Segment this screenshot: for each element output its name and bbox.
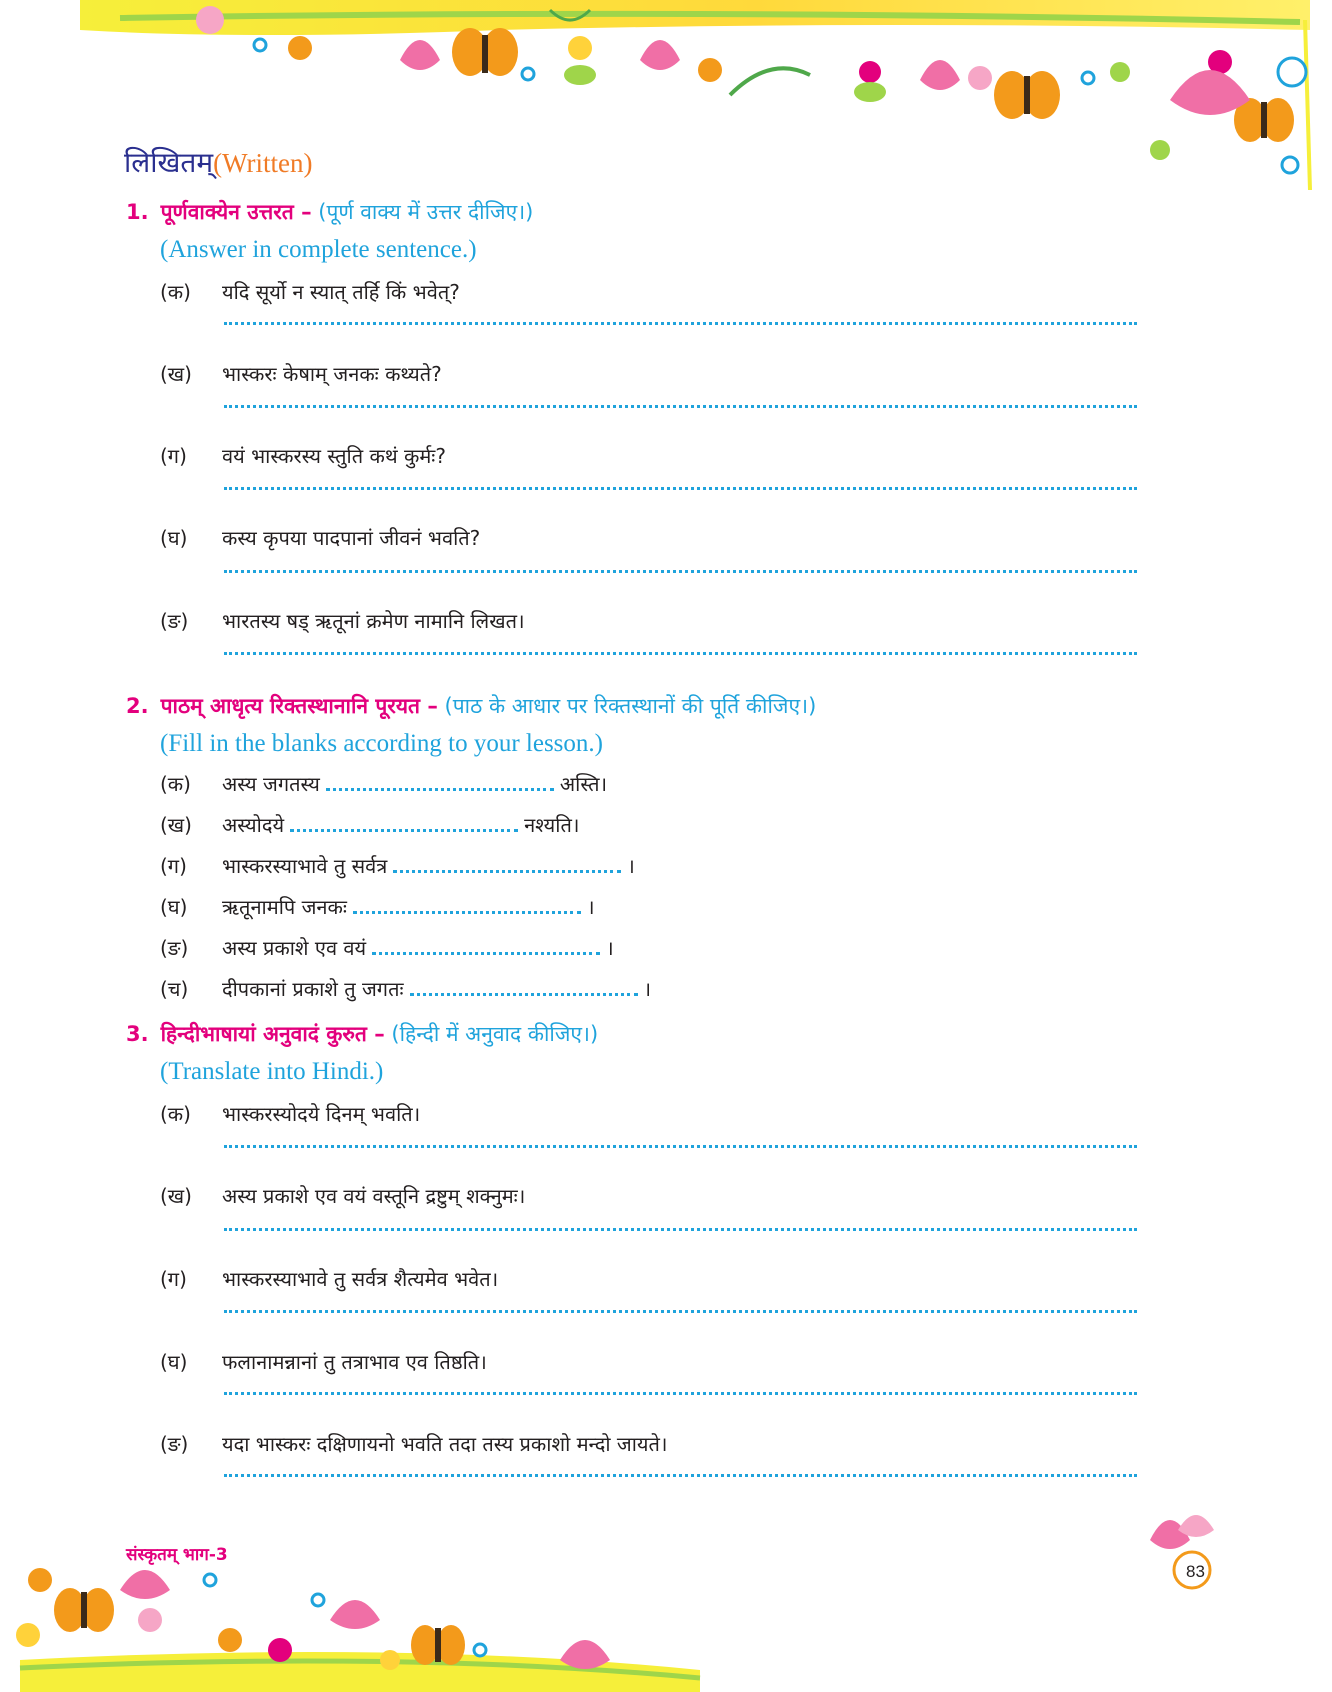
answer-line[interactable] (224, 1228, 1137, 1231)
item-label: (घ) (160, 526, 188, 550)
answer-line[interactable] (224, 1392, 1137, 1395)
q1-title-hindi: (पूर्ण वाक्य में उत्तर दीजिए।) (318, 200, 534, 224)
q2-title-sanskrit: पाठम् आधृत्य रिक्तस्थानानि पूरयत – (160, 694, 438, 718)
item-label: (ख) (160, 362, 192, 386)
item-label: (क) (160, 1102, 191, 1126)
item-text: भास्करः केषाम् जनकः कथ्यते? (222, 362, 442, 386)
q3-item (160, 1430, 668, 1457)
answer-line[interactable] (224, 1310, 1137, 1313)
answer-line[interactable] (224, 322, 1137, 325)
q3-item (160, 1182, 525, 1209)
q1-title (126, 198, 533, 226)
q3-item (160, 1265, 498, 1292)
item-text-after: । (643, 977, 652, 1001)
item-text: कस्य कृपया पादपानां जीवनं भवति? (222, 526, 481, 550)
answer-line[interactable] (224, 1145, 1137, 1148)
answer-line[interactable] (224, 652, 1137, 655)
item-text: भास्करस्याभावे तु सर्वत्र शैत्यमेव भवेत। (222, 1267, 499, 1291)
item-label: (ख) (160, 1184, 192, 1208)
item-text-after: नश्यति। (524, 813, 580, 837)
q1-item (160, 524, 480, 551)
answer-line[interactable] (224, 570, 1137, 573)
q3-item (160, 1100, 420, 1127)
leaf-icon (564, 65, 886, 102)
item-text: अस्य प्रकाशे एव वयं वस्तूनि द्रष्टुम् शक्नुमः। (222, 1184, 526, 1208)
item-text-before: दीपकानां प्रकाशे तु जगतः (222, 977, 404, 1001)
section-heading (124, 143, 312, 181)
item-text: भारतस्य षड् ऋतूनां क्रमेण नामानि लिखत। (222, 609, 525, 633)
item-text-before: अस्योदये (222, 813, 285, 837)
answer-line[interactable] (224, 1474, 1137, 1477)
item-label: (ग) (160, 1267, 187, 1291)
item-text-before: ऋतूनामपि जनकः (222, 895, 347, 919)
item-label: (घ) (160, 895, 188, 919)
blank-line[interactable] (353, 903, 581, 914)
q2-title-english: (Fill in the blanks according to your lesson.) (160, 730, 603, 757)
q1-title-english: (Answer in complete sentence.) (160, 236, 477, 263)
q3-title-english: (Translate into Hindi.) (160, 1058, 384, 1085)
q1-item (160, 360, 442, 387)
q1-item (160, 607, 525, 634)
item-text-before: अस्य जगतस्य (222, 772, 320, 796)
item-text-after: । (606, 936, 614, 960)
item-text: भास्करस्योदये दिनम् भवति। (222, 1102, 421, 1126)
item-text-before: भास्करस्याभावे तु सर्वत्र (222, 854, 388, 878)
q2-item (160, 975, 651, 1002)
item-text-after: । (586, 895, 595, 919)
q2-item (160, 852, 635, 879)
item-label: (क) (160, 772, 191, 796)
item-text-after: अस्ति। (559, 772, 608, 796)
page-number: 83 (1186, 1562, 1205, 1581)
item-label: (ग) (160, 444, 187, 468)
q3-number: 3. (126, 1022, 149, 1046)
item-label: (च) (160, 977, 189, 1001)
q2-item (160, 934, 614, 961)
q1-title-sanskrit: पूर्णवाक्येन उत्तरत – (160, 200, 312, 224)
item-label: (ङ) (160, 936, 189, 960)
heading-sanskrit: लिखितम् (124, 146, 214, 179)
q3-title (126, 1020, 598, 1048)
q3-item (160, 1348, 487, 1375)
item-text-after: । (627, 854, 635, 878)
q2-title (126, 692, 816, 720)
item-text: यदा भास्करः दक्षिणायनो भवति तदा तस्य प्रकाशो मन्दो जायते। (222, 1432, 668, 1456)
item-label: (ङ) (160, 609, 189, 633)
q2-item (160, 893, 595, 920)
blank-line[interactable] (290, 821, 518, 832)
q1-item (160, 278, 460, 305)
butterfly-icon (994, 71, 1060, 119)
item-text: फलानामन्नानां तु तत्राभाव एव तिष्ठति। (222, 1350, 487, 1374)
item-label: (क) (160, 280, 191, 304)
blank-line[interactable] (326, 780, 554, 791)
q2-title-hindi: (पाठ के आधार पर रिक्तस्थानों की पूर्ति कीजिए।) (444, 694, 817, 718)
item-label: (घ) (160, 1350, 188, 1374)
item-text-before: अस्य प्रकाशे एव वयं (222, 936, 367, 960)
item-label: (ङ) (160, 1432, 189, 1456)
item-label: (ग) (160, 854, 187, 878)
q2-number: 2. (126, 694, 149, 718)
q1-number: 1. (126, 200, 149, 224)
q3-title-sanskrit: हिन्दीभाषायां अनुवादं कुरुत – (160, 1022, 385, 1046)
swirl-icon (254, 10, 1306, 173)
bottom-decorative-banner (0, 1560, 1332, 1692)
item-label: (ख) (160, 813, 192, 837)
q2-item (160, 811, 579, 838)
item-text: यदि सूर्यो न स्यात् तर्हि किं भवेत्? (222, 280, 460, 304)
butterfly-icon (452, 28, 518, 76)
item-text: वयं भास्करस्य स्तुति कथं कुर्मः? (222, 444, 446, 468)
q1-item (160, 442, 446, 469)
blank-line[interactable] (372, 944, 600, 955)
blank-line[interactable] (410, 985, 638, 996)
answer-line[interactable] (224, 405, 1137, 408)
answer-line[interactable] (224, 487, 1137, 490)
heading-english: (Written) (213, 148, 313, 178)
footer-book-title: संस्कृतम् भाग-3 (126, 1545, 228, 1565)
blank-line[interactable] (393, 862, 621, 873)
q3-title-hindi: (हिन्दी में अनुवाद कीजिए।) (391, 1022, 599, 1046)
q2-item (160, 770, 607, 797)
